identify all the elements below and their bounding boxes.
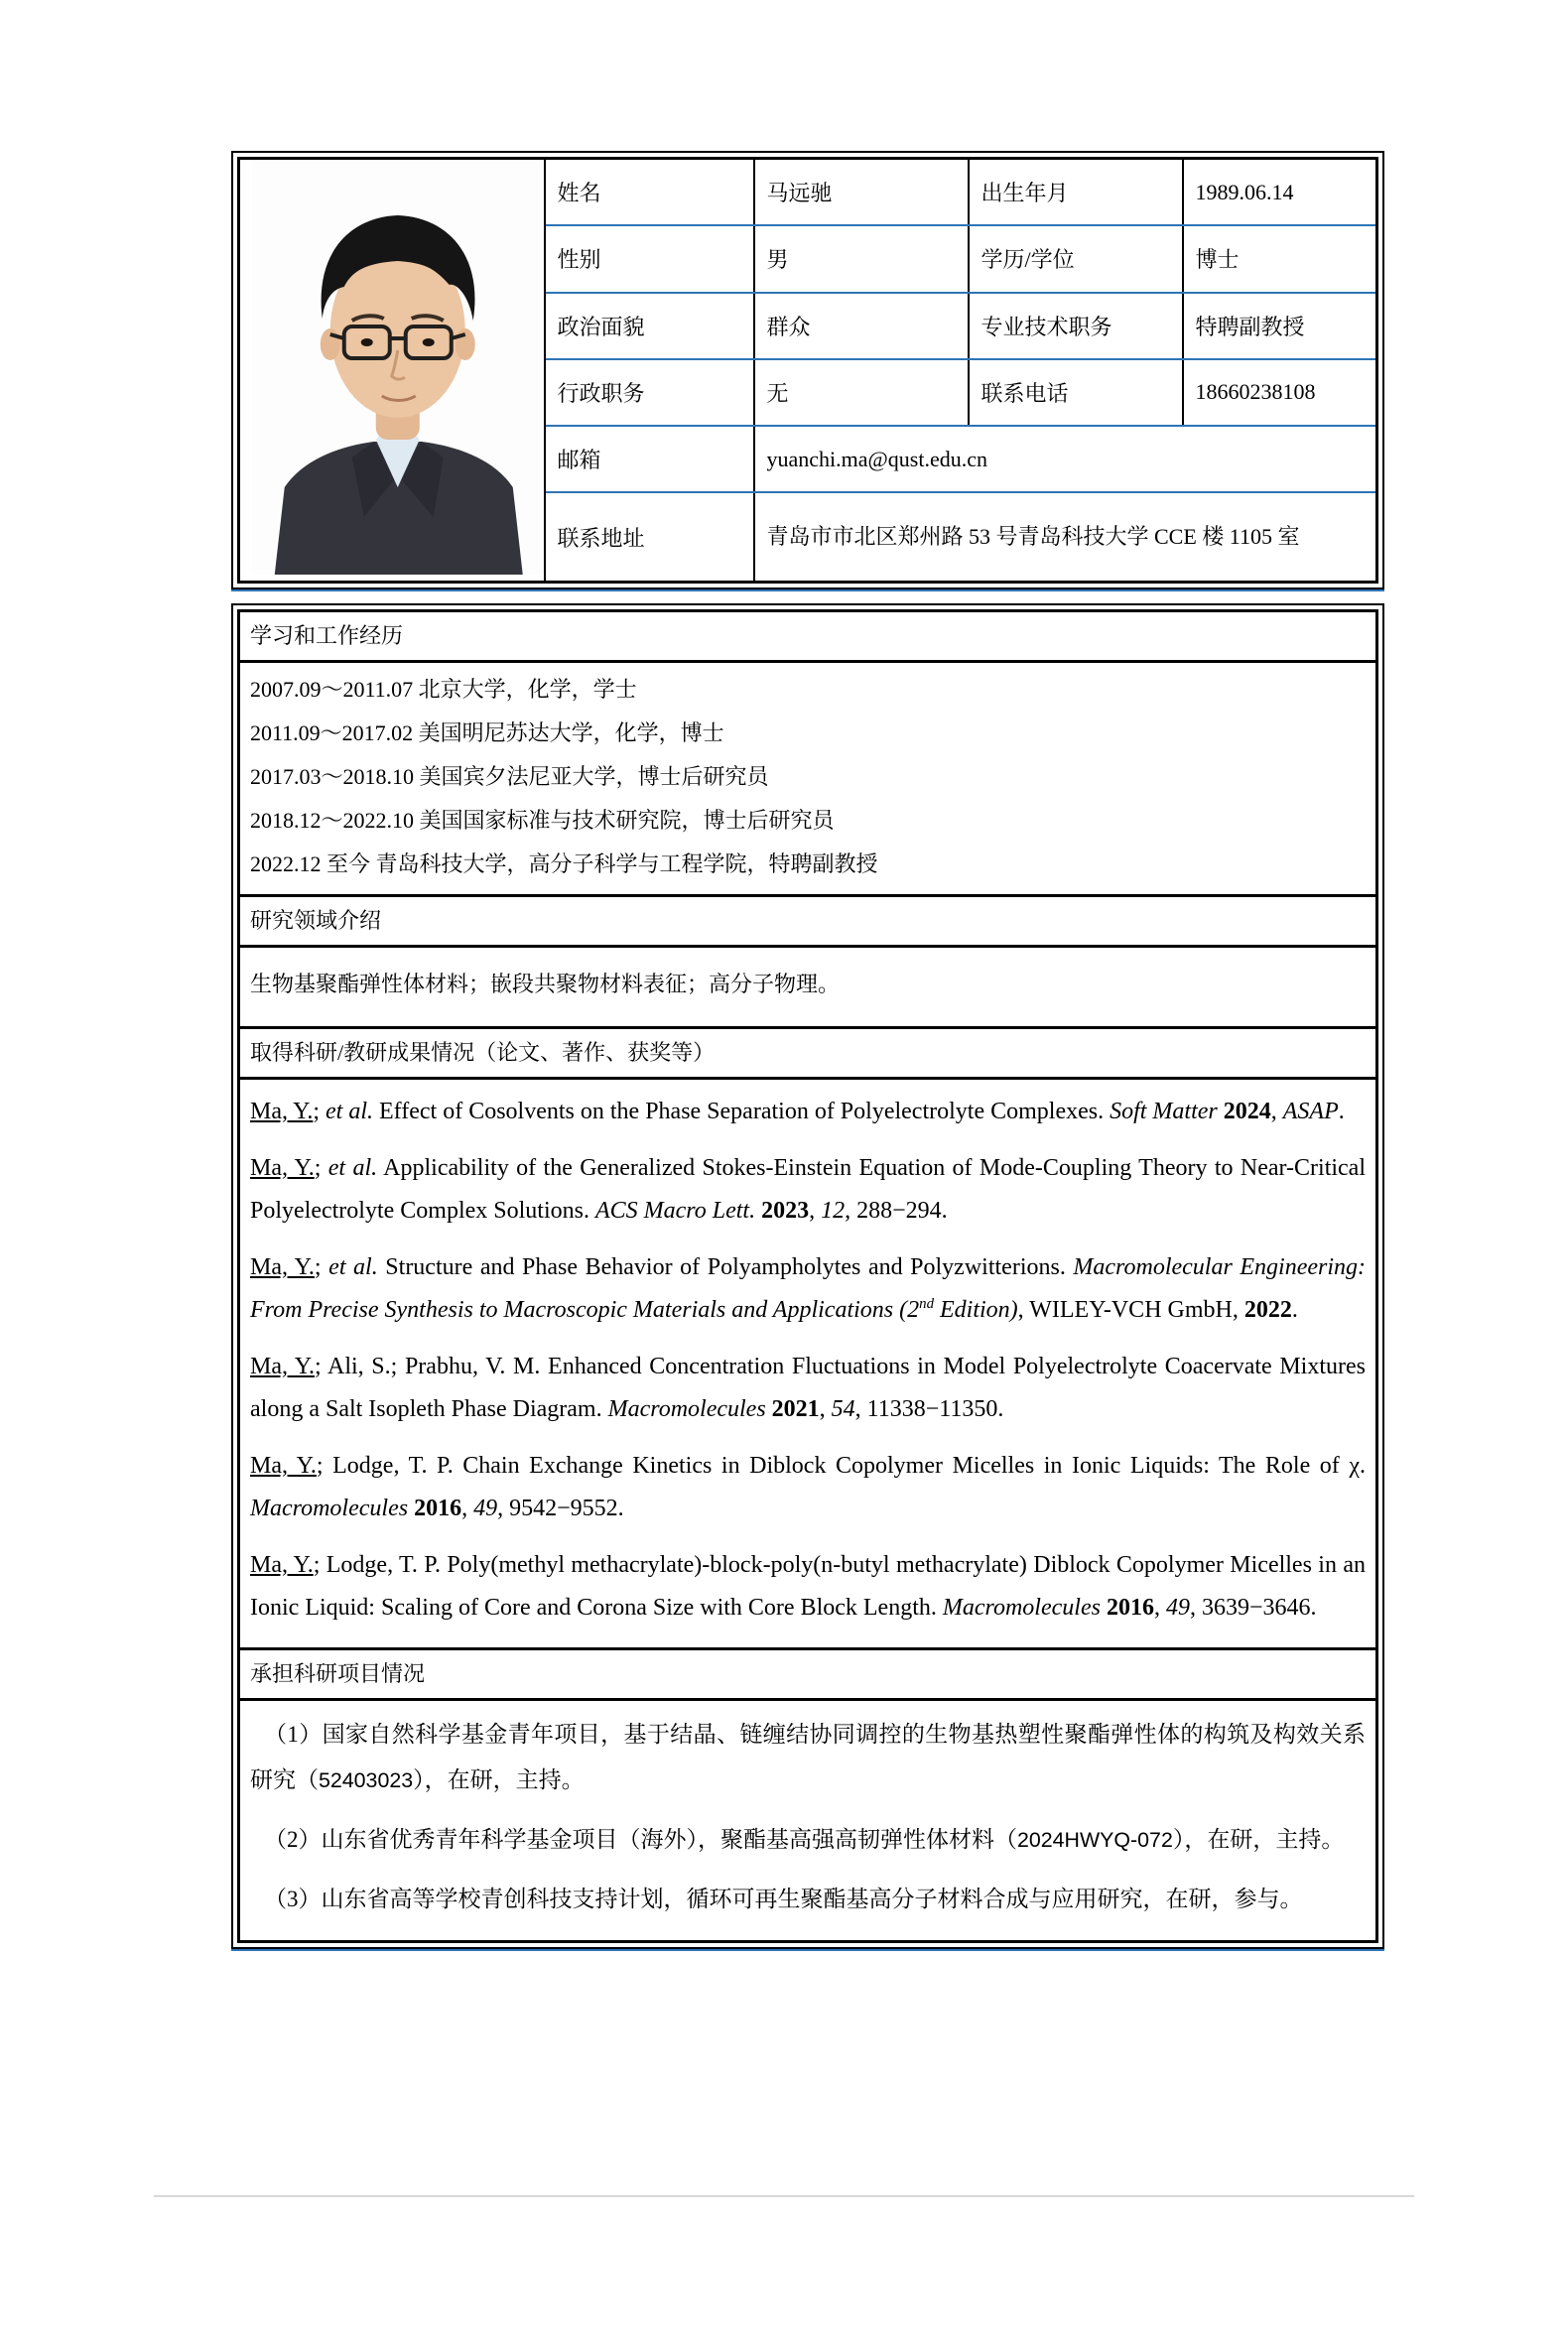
page-break-divider [154, 2195, 1414, 2197]
profile-row-1 [239, 159, 1377, 226]
field-address-value: 青岛市市北区郑州路 53 号青岛科技大学 CCE 楼 1105 室 [754, 492, 1377, 582]
field-name-value: 马远驰 [754, 159, 969, 226]
field-birthdate-label: 出生年月 [969, 159, 1183, 226]
project-item: （3）山东省高等学校青创科技支持计划，循环可再生聚酯基高分子材料合成与应用研究，在研，参与。 [264, 1887, 1303, 1911]
field-degree-label: 学历/学位 [969, 225, 1183, 292]
field-email-label: 邮箱 [545, 426, 754, 492]
publication-item: Ma, Y.; Ali, S.; Prabhu, V. M. Enhanced Concentration Fluctuations in Model Polyelectrolyte Coacervate Mixtures along a Salt Isopleth Phase Diagram. Macromolecules 2021, 54, 11338−11350. [250, 1354, 1366, 1422]
experience-item: 2022.12 至今 青岛科技大学，高分子科学与工程学院，特聘副教授 [250, 851, 878, 876]
document-content [231, 151, 1384, 1949]
field-phone-value: 18660238108 [1183, 359, 1377, 426]
experience-item: 2018.12～2022.10 美国国家标准与技术研究院，博士后研究员 [250, 808, 835, 833]
sections-table-wrapper [231, 603, 1384, 1949]
section-body-publications [240, 1080, 1375, 1647]
field-admin-duty-label: 行政职务 [545, 359, 754, 426]
field-professional-title-label: 专业技术职务 [969, 293, 1183, 359]
field-birthdate-value: 1989.06.14 [1183, 159, 1377, 226]
section-body-projects [240, 1701, 1375, 1940]
section-title-publications: 取得科研/教研成果情况（论文、著作、获奖等） [240, 1026, 1375, 1080]
field-gender-value: 男 [754, 225, 969, 292]
field-address-label: 联系地址 [545, 492, 754, 582]
profile-table [237, 157, 1378, 584]
field-email-value: yuanchi.ma@qust.edu.cn [754, 426, 1377, 492]
field-admin-duty-value: 无 [754, 359, 969, 426]
field-phone-label: 联系电话 [969, 359, 1183, 426]
field-professional-title-value: 特聘副教授 [1183, 293, 1377, 359]
project-item: （1）国家自然科学基金青年项目，基于结晶、链缠结协同调控的生物基热塑性聚酯弹性体的构筑及构效关系研究（52403023），在研，主持。 [250, 1722, 1366, 1792]
publication-item: Ma, Y.; et al. Applicability of the Generalized Stokes-Einstein Equation of Mode-Coupling Theory to Near-Critical Polyelectrolyte Complex Solutions. ACS Macro Lett. 2023, 12, 288−294. [250, 1155, 1366, 1224]
publication-item: Ma, Y.; et al. Structure and Phase Behavior of Polyampholytes and Polyzwitterions. Macromolecular Engineering: From Precise Synthesis to Macroscopic Materials and Applications (2nd Edition), WILEY-VCH GmbH, 2022. [250, 1254, 1367, 1323]
sections-table [237, 609, 1378, 1943]
publication-item: Ma, Y.; Lodge, T. P. Chain Exchange Kinetics in Diblock Copolymer Micelles in Ionic Liquids: The Role of χ. Macromolecules 2016, 49, 9542−9552. [250, 1453, 1366, 1521]
field-gender-label: 性别 [545, 225, 754, 292]
experience-item: 2007.09～2011.07 北京大学，化学，学士 [250, 677, 637, 702]
experience-item: 2017.03～2018.10 美国宾夕法尼亚大学，博士后研究员 [250, 764, 769, 789]
publication-item: Ma, Y.; et al. Effect of Cosolvents on the Phase Separation of Polyelectrolyte Complexes. Soft Matter 2024, ASAP. [250, 1099, 1345, 1124]
field-political-status-value: 群众 [754, 293, 969, 359]
section-title-research-areas: 研究领域介绍 [240, 894, 1375, 948]
research-areas-text: 生物基聚酯弹性体材料；嵌段共聚物材料表征；高分子物理。 [250, 972, 841, 996]
project-item: （2）山东省优秀青年科学基金项目（海外），聚酯基高强高韧弹性体材料（2024HWYQ-072），在研，主持。 [264, 1827, 1345, 1852]
experience-item: 2011.09～2017.02 美国明尼苏达大学，化学，博士 [250, 720, 724, 745]
field-degree-value: 博士 [1183, 225, 1377, 292]
section-title-projects: 承担科研项目情况 [240, 1647, 1375, 1701]
photo-cell [239, 159, 545, 583]
field-name-label: 姓名 [545, 159, 754, 226]
section-title-experience: 学习和工作经历 [240, 612, 1375, 663]
publication-item: Ma, Y.; Lodge, T. P. Poly(methyl methacrylate)-block-poly(n-butyl methacrylate) Diblock Copolymer Micelles in an Ionic Liquid: Scaling of Core and Corona Size with Core Block Length. Macromolecules 2016, 49, 3639−3646. [250, 1552, 1366, 1621]
field-political-status-label: 政治面貌 [545, 293, 754, 359]
section-body-experience [240, 663, 1375, 894]
portrait-photo [252, 160, 544, 575]
profile-table-wrapper [231, 151, 1384, 589]
